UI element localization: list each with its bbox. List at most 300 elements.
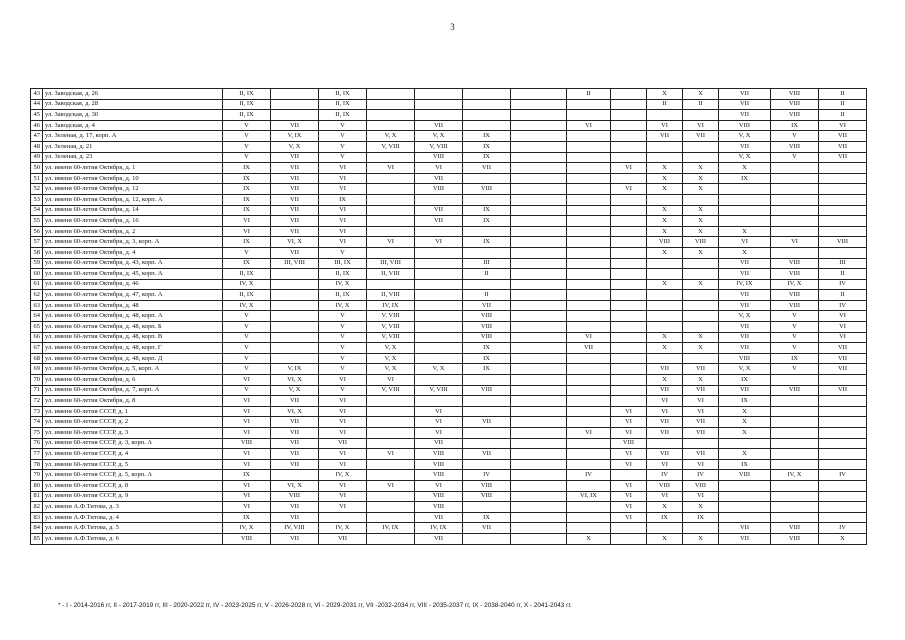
period-cell: V <box>223 332 271 343</box>
period-cell <box>511 459 567 470</box>
period-cell: VII <box>271 184 319 195</box>
period-cell: V, X <box>367 353 415 364</box>
period-cell <box>511 173 567 184</box>
period-cell <box>463 406 511 417</box>
period-cell: VIII <box>771 110 819 121</box>
period-cell <box>511 364 567 375</box>
table-row <box>31 300 867 311</box>
period-cell <box>567 512 611 523</box>
period-cell: IX <box>719 375 771 386</box>
period-cell <box>415 332 463 343</box>
period-cell <box>463 396 511 407</box>
row-number-cell: 85 <box>31 533 43 544</box>
period-cell <box>367 491 415 502</box>
period-cell <box>415 311 463 322</box>
period-cell: V <box>319 141 367 152</box>
period-cell: IX <box>463 141 511 152</box>
period-cell: VI <box>647 459 683 470</box>
row-number-cell: 64 <box>31 311 43 322</box>
period-cell: X <box>683 173 719 184</box>
period-cell: VIII <box>719 120 771 131</box>
period-cell <box>567 184 611 195</box>
period-cell: VIII <box>463 322 511 333</box>
period-cell: IV <box>819 470 867 481</box>
period-cell <box>511 406 567 417</box>
period-cell <box>771 406 819 417</box>
period-cell: VII <box>683 428 719 439</box>
period-cell <box>567 173 611 184</box>
period-cell <box>819 173 867 184</box>
period-cell: VI <box>819 332 867 343</box>
period-cell: VII <box>819 343 867 354</box>
period-cell: X <box>647 533 683 544</box>
period-cell <box>611 332 647 343</box>
period-cell <box>415 226 463 237</box>
period-cell <box>567 438 611 449</box>
period-cell <box>463 89 511 100</box>
period-cell <box>683 110 719 121</box>
period-cell <box>611 353 647 364</box>
period-cell <box>567 152 611 163</box>
period-cell: VI, IX <box>567 491 611 502</box>
row-number-cell: 79 <box>31 470 43 481</box>
period-cell <box>719 216 771 227</box>
period-cell: V <box>223 385 271 396</box>
period-cell: V, X <box>719 364 771 375</box>
period-cell: VIII <box>463 332 511 343</box>
period-cell: VI <box>223 396 271 407</box>
period-cell: IX <box>319 194 367 205</box>
period-cell <box>567 406 611 417</box>
period-cell: VI <box>223 491 271 502</box>
period-cell: VI <box>415 428 463 439</box>
period-cell <box>719 480 771 491</box>
period-cell: VII <box>415 216 463 227</box>
period-cell: VI <box>223 502 271 513</box>
period-cell: X <box>683 216 719 227</box>
period-cell <box>647 353 683 364</box>
table-row <box>31 502 867 513</box>
row-number-cell: 84 <box>31 523 43 534</box>
period-cell: IX <box>223 237 271 248</box>
period-cell: VI <box>611 417 647 428</box>
period-cell: VII <box>271 449 319 460</box>
table-row <box>31 470 867 481</box>
repair-schedule-table <box>30 88 867 545</box>
table-row <box>31 163 867 174</box>
period-cell <box>819 194 867 205</box>
period-cell: VIII <box>223 438 271 449</box>
period-cell: VI, X <box>271 375 319 386</box>
row-number-cell: 68 <box>31 353 43 364</box>
period-cell: IV <box>819 279 867 290</box>
period-cell <box>511 417 567 428</box>
row-number-cell: 71 <box>31 385 43 396</box>
period-cell <box>415 269 463 280</box>
address-cell: ул. имени 60-летия СССР, д. 9 <box>43 491 223 502</box>
period-cell: IX <box>223 163 271 174</box>
period-cell: VI <box>319 375 367 386</box>
period-cell: IV, X <box>319 279 367 290</box>
period-cell: IV, X <box>319 300 367 311</box>
period-cell <box>683 258 719 269</box>
period-cell: VI <box>647 406 683 417</box>
period-cell: X <box>683 205 719 216</box>
period-cell <box>771 247 819 258</box>
table-row <box>31 438 867 449</box>
period-cell: VII <box>719 141 771 152</box>
period-cell: VI <box>647 120 683 131</box>
period-cell <box>719 438 771 449</box>
table-row <box>31 343 867 354</box>
period-cell: VI <box>611 428 647 439</box>
period-cell: X <box>647 173 683 184</box>
period-cell: V, X <box>415 131 463 142</box>
period-cell: VI <box>771 237 819 248</box>
period-cell: V <box>319 131 367 142</box>
period-cell <box>819 375 867 386</box>
table-row <box>31 417 867 428</box>
period-cell: VI <box>319 480 367 491</box>
period-cell <box>771 163 819 174</box>
table-row <box>31 385 867 396</box>
period-cell: II, IX <box>223 89 271 100</box>
table-row <box>31 99 867 110</box>
period-cell <box>367 459 415 470</box>
period-cell <box>271 279 319 290</box>
period-cell: VII <box>567 343 611 354</box>
period-cell <box>683 311 719 322</box>
period-cell <box>367 216 415 227</box>
period-cell <box>819 406 867 417</box>
period-cell: VII <box>719 332 771 343</box>
period-cell <box>611 290 647 301</box>
period-cell: VIII <box>463 311 511 322</box>
period-cell: VIII <box>683 480 719 491</box>
period-cell: V, VIII <box>367 322 415 333</box>
address-cell: ул. имени 60-летия Октября, д. 43, корп. А <box>43 258 223 269</box>
period-cell: VI <box>567 428 611 439</box>
address-cell: ул. Зеленая, д. 17, корп. А <box>43 131 223 142</box>
address-cell: ул. имени 60-летия Октября, д. 16 <box>43 216 223 227</box>
period-cell: VI <box>319 216 367 227</box>
period-cell: V, VIII <box>367 141 415 152</box>
row-number-cell: 69 <box>31 364 43 375</box>
period-cell: VI <box>567 332 611 343</box>
period-cell: IX <box>463 364 511 375</box>
period-cell: X <box>719 247 771 258</box>
table-row <box>31 194 867 205</box>
period-cell <box>771 396 819 407</box>
period-cell <box>819 205 867 216</box>
period-cell <box>611 99 647 110</box>
period-cell: X <box>647 247 683 258</box>
period-cell: X <box>719 406 771 417</box>
period-cell <box>611 173 647 184</box>
period-cell <box>415 258 463 269</box>
period-cell <box>647 258 683 269</box>
period-cell <box>511 205 567 216</box>
table-row <box>31 375 867 386</box>
period-cell <box>511 480 567 491</box>
period-cell <box>367 194 415 205</box>
period-cell: IX <box>223 512 271 523</box>
period-cell: X <box>683 89 719 100</box>
period-cell <box>463 502 511 513</box>
period-cell: VI <box>223 406 271 417</box>
address-cell: ул. имени А.Ф.Титова, д. 5 <box>43 523 223 534</box>
table-row <box>31 89 867 100</box>
period-cell <box>611 226 647 237</box>
address-cell: ул. имени 60-летия Октября, д. 14 <box>43 205 223 216</box>
period-cell: VIII <box>771 290 819 301</box>
period-cell: V <box>319 364 367 375</box>
period-cell: VI <box>415 406 463 417</box>
period-cell <box>511 428 567 439</box>
period-cell: VII <box>463 449 511 460</box>
row-number-cell: 62 <box>31 290 43 301</box>
period-cell <box>771 417 819 428</box>
period-cell: VI <box>319 449 367 460</box>
period-cell <box>771 216 819 227</box>
period-cell: X <box>647 279 683 290</box>
period-cell: V <box>319 385 367 396</box>
period-cell <box>683 438 719 449</box>
period-cell <box>647 290 683 301</box>
period-cell: VII <box>819 385 867 396</box>
table-row <box>31 226 867 237</box>
period-cell: IV, IX <box>367 523 415 534</box>
period-cell: VI <box>319 237 367 248</box>
table-row <box>31 533 867 544</box>
period-cell <box>567 247 611 258</box>
period-cell <box>647 141 683 152</box>
period-cell: VII <box>463 163 511 174</box>
period-cell: IX <box>223 470 271 481</box>
table-row <box>31 173 867 184</box>
period-cell <box>511 141 567 152</box>
period-cell: VI <box>683 406 719 417</box>
table-row <box>31 247 867 258</box>
period-cell: V <box>223 152 271 163</box>
period-cell: VIII <box>771 523 819 534</box>
period-cell: VI <box>415 237 463 248</box>
address-cell: ул. имени 60-летия Октября, д. 48 <box>43 300 223 311</box>
period-cell <box>819 247 867 258</box>
period-cell: IX <box>463 131 511 142</box>
period-cell <box>611 152 647 163</box>
period-cell: IX <box>463 237 511 248</box>
period-cell: VIII <box>415 502 463 513</box>
period-cell: V, X <box>415 364 463 375</box>
table-row <box>31 184 867 195</box>
period-cell: X <box>567 533 611 544</box>
period-cell: VI <box>683 459 719 470</box>
address-cell: ул. имени А.Ф.Титова, д. 6 <box>43 533 223 544</box>
table-row <box>31 322 867 333</box>
address-cell: ул. имени 60-летия СССР, д. 2 <box>43 417 223 428</box>
table-row <box>31 428 867 439</box>
period-cell: V, IX <box>271 364 319 375</box>
address-cell: ул. имени 60-летия Октября, д. 3, корп. А <box>43 237 223 248</box>
period-cell <box>611 311 647 322</box>
period-cell: VI <box>647 491 683 502</box>
period-cell: IV, X <box>319 470 367 481</box>
period-cell: VII <box>683 449 719 460</box>
period-cell: IV <box>819 300 867 311</box>
period-cell <box>647 438 683 449</box>
period-cell: X <box>683 247 719 258</box>
period-cell: VI <box>819 120 867 131</box>
period-cell <box>611 194 647 205</box>
period-cell: VI <box>223 459 271 470</box>
period-cell: VI <box>319 417 367 428</box>
period-cell <box>611 364 647 375</box>
period-cell: VIII <box>647 480 683 491</box>
period-cell: V <box>223 364 271 375</box>
period-cell: IV <box>567 470 611 481</box>
period-cell <box>567 290 611 301</box>
period-cell: VI <box>647 396 683 407</box>
period-cell <box>719 512 771 523</box>
period-cell: VIII <box>719 353 771 364</box>
period-cell: X <box>683 279 719 290</box>
period-cell: V, X <box>367 343 415 354</box>
period-cell: II <box>567 89 611 100</box>
address-cell: ул. имени 60-летия Октября, д. 48, корп. Г <box>43 343 223 354</box>
period-cell <box>271 470 319 481</box>
address-cell: ул. имени 60-летия СССР, д. 5, корп. А <box>43 470 223 481</box>
period-cell <box>367 533 415 544</box>
address-cell: ул. имени 60-летия Октября, д. 12 <box>43 184 223 195</box>
period-cell: VI <box>367 480 415 491</box>
period-cell: VII <box>463 300 511 311</box>
period-cell <box>511 502 567 513</box>
period-cell <box>511 300 567 311</box>
period-cell <box>271 322 319 333</box>
table-row <box>31 110 867 121</box>
period-cell <box>367 152 415 163</box>
period-cell <box>463 533 511 544</box>
period-cell: III, VIII <box>367 258 415 269</box>
table-row <box>31 480 867 491</box>
period-cell <box>511 237 567 248</box>
period-cell: VII <box>415 205 463 216</box>
period-cell <box>511 258 567 269</box>
period-cell: V <box>319 152 367 163</box>
row-number-cell: 65 <box>31 322 43 333</box>
period-cell <box>367 89 415 100</box>
period-cell <box>683 322 719 333</box>
period-cell: VII <box>647 364 683 375</box>
period-cell: VI <box>611 491 647 502</box>
period-cell <box>819 502 867 513</box>
period-cell: IX <box>771 353 819 364</box>
address-cell: ул. имени А.Ф.Титова, д. 3 <box>43 502 223 513</box>
period-cell <box>611 385 647 396</box>
table-row <box>31 205 867 216</box>
address-cell: ул. имени 60-летия Октября, д. 48, корп. Д <box>43 353 223 364</box>
period-cell <box>567 131 611 142</box>
period-cell <box>367 173 415 184</box>
period-cell: V <box>223 120 271 131</box>
address-cell: ул. Заводская, д. 30 <box>43 110 223 121</box>
period-cell: VII <box>719 343 771 354</box>
period-cell: V <box>223 141 271 152</box>
period-cell <box>683 194 719 205</box>
period-cell <box>415 89 463 100</box>
period-cell: VI, X <box>271 480 319 491</box>
period-cell: VI <box>415 480 463 491</box>
period-cell: IV, X <box>771 279 819 290</box>
period-cell: VIII <box>463 491 511 502</box>
period-cell: VII <box>647 131 683 142</box>
period-cell: VI <box>319 406 367 417</box>
period-cell <box>367 184 415 195</box>
period-cell: IX <box>771 120 819 131</box>
period-cell: VI <box>683 120 719 131</box>
period-cell: X <box>647 343 683 354</box>
period-cell: VII <box>819 141 867 152</box>
period-cell: VI <box>415 417 463 428</box>
period-cell: II, IX <box>319 290 367 301</box>
period-cell: X <box>647 205 683 216</box>
period-cell <box>511 322 567 333</box>
period-cell <box>567 205 611 216</box>
period-cell <box>819 226 867 237</box>
period-legend-footnote: * - I - 2014-2016 гг, II - 2017-2019 гг, III - 2020-2022 гг, IV - 2023-2025 гг, V - 2026-2028 гг, VI - 2029-2031 гг, VII -2032-2034 гг, VIII - 2035-2037 гг, IX - 2038-2040 гг, X - 2041-2043 гг. <box>58 602 572 609</box>
period-cell <box>719 184 771 195</box>
period-cell <box>271 110 319 121</box>
period-cell <box>367 417 415 428</box>
period-cell: VII <box>271 512 319 523</box>
period-cell <box>611 322 647 333</box>
period-cell: VII <box>271 152 319 163</box>
period-cell <box>511 512 567 523</box>
address-cell: ул. имени 60-летия Октября, д. 5, корп. А <box>43 364 223 375</box>
period-cell: VI <box>819 322 867 333</box>
period-cell: IV, X <box>223 523 271 534</box>
table-row <box>31 269 867 280</box>
period-cell: VII <box>271 533 319 544</box>
period-cell <box>683 269 719 280</box>
period-cell: VI <box>223 216 271 227</box>
period-cell <box>567 311 611 322</box>
period-cell <box>511 89 567 100</box>
row-number-cell: 76 <box>31 438 43 449</box>
period-cell: VIII <box>463 385 511 396</box>
period-cell <box>611 470 647 481</box>
table-row <box>31 364 867 375</box>
period-cell: VII <box>319 438 367 449</box>
period-cell: VII <box>463 523 511 534</box>
period-cell: IX <box>719 173 771 184</box>
period-cell <box>511 99 567 110</box>
address-cell: ул. имени 60-летия СССР, д. 8 <box>43 480 223 491</box>
period-cell: V <box>771 311 819 322</box>
period-cell <box>367 110 415 121</box>
period-cell <box>463 428 511 439</box>
period-cell <box>271 332 319 343</box>
period-cell: IX <box>223 194 271 205</box>
period-cell <box>367 428 415 439</box>
period-cell <box>367 470 415 481</box>
period-cell <box>567 502 611 513</box>
period-cell <box>611 269 647 280</box>
period-cell: VII <box>719 89 771 100</box>
period-cell: VII <box>415 120 463 131</box>
period-cell: V <box>771 343 819 354</box>
